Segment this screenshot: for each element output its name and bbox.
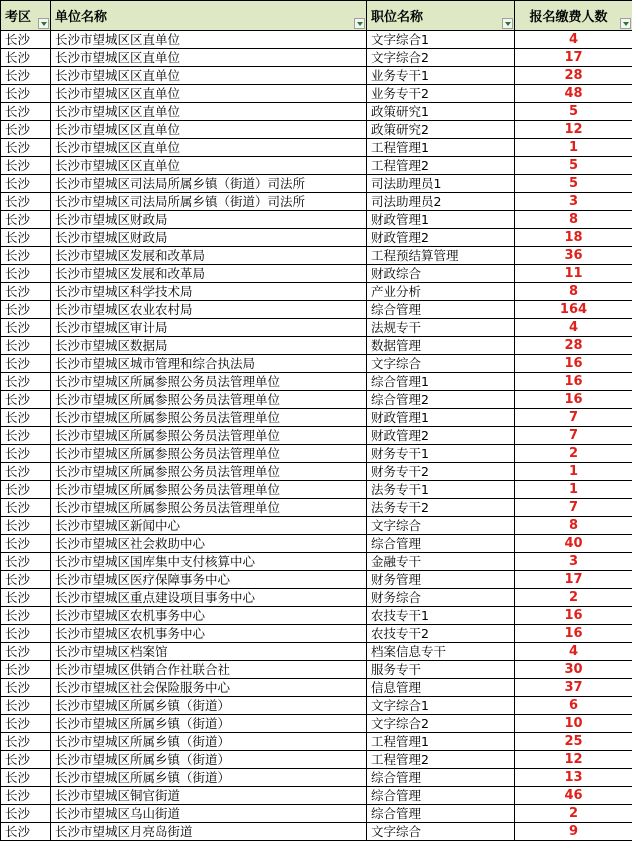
table-row: [1, 661, 632, 679]
cell-unit[interactable]: 长沙市望城区铜官街道: [51, 787, 367, 805]
cell-unit[interactable]: 长沙市望城区城市管理和综合执法局: [51, 355, 367, 373]
cell-position[interactable]: 财政管理1: [367, 211, 515, 229]
cell-region[interactable]: 长沙: [1, 265, 51, 283]
table-row: [1, 247, 632, 265]
header-row: [1, 1, 632, 31]
cell-position[interactable]: 工程管理2: [367, 157, 515, 175]
cell-position[interactable]: 综合管理: [367, 535, 515, 553]
cell-unit[interactable]: 长沙市望城区农机事务中心: [51, 625, 367, 643]
cell-count[interactable]: 5: [515, 103, 632, 121]
cell-position[interactable]: 综合管理1: [367, 373, 515, 391]
cell-count[interactable]: 4: [515, 643, 632, 661]
cell-unit[interactable]: 长沙市望城区区直单位: [51, 121, 367, 139]
table-row: [1, 175, 632, 193]
cell-unit[interactable]: 长沙市望城区所属参照公务员法管理单位: [51, 409, 367, 427]
cell-region[interactable]: 长沙: [1, 733, 51, 751]
cell-unit[interactable]: 长沙市望城区社会救助中心: [51, 535, 367, 553]
filter-dropdown-icon[interactable]: [502, 18, 513, 29]
cell-position[interactable]: 政策研究2: [367, 121, 515, 139]
cell-count[interactable]: 3: [515, 553, 632, 571]
cell-count[interactable]: 40: [515, 535, 632, 553]
cell-region[interactable]: 长沙: [1, 211, 51, 229]
cell-count[interactable]: 5: [515, 157, 632, 175]
cell-region[interactable]: 长沙: [1, 679, 51, 697]
table-row: [1, 157, 632, 175]
cell-count[interactable]: 4: [515, 319, 632, 337]
table-row: [1, 715, 632, 733]
cell-position[interactable]: 业务专干1: [367, 67, 515, 85]
table-row: [1, 625, 632, 643]
cell-position[interactable]: 工程管理2: [367, 751, 515, 769]
cell-count[interactable]: 28: [515, 67, 632, 85]
cell-unit[interactable]: 长沙市望城区所属参照公务员法管理单位: [51, 499, 367, 517]
header-position: [367, 1, 515, 31]
cell-position[interactable]: 工程管理1: [367, 733, 515, 751]
cell-count[interactable]: 36: [515, 247, 632, 265]
filter-dropdown-icon[interactable]: [38, 18, 49, 29]
table-row: [1, 445, 632, 463]
cell-position[interactable]: 法规专干: [367, 319, 515, 337]
table-row: [1, 427, 632, 445]
cell-count[interactable]: 5: [515, 175, 632, 193]
cell-region[interactable]: 长沙: [1, 535, 51, 553]
cell-count[interactable]: 2: [515, 805, 632, 823]
cell-unit[interactable]: 长沙市望城区发展和改革局: [51, 265, 367, 283]
header-count: [515, 1, 632, 31]
table-row: [1, 643, 632, 661]
cell-count[interactable]: 6: [515, 697, 632, 715]
cell-region[interactable]: 长沙: [1, 31, 51, 49]
cell-position[interactable]: 综合管理: [367, 769, 515, 787]
table-row: [1, 337, 632, 355]
cell-count[interactable]: 7: [515, 427, 632, 445]
cell-position[interactable]: 政策研究1: [367, 103, 515, 121]
cell-count[interactable]: 12: [515, 751, 632, 769]
cell-region[interactable]: 长沙: [1, 517, 51, 535]
cell-region[interactable]: 长沙: [1, 715, 51, 733]
cell-region[interactable]: 长沙: [1, 193, 51, 211]
cell-region[interactable]: 长沙: [1, 661, 51, 679]
cell-count[interactable]: 164: [515, 301, 632, 319]
cell-count[interactable]: 11: [515, 265, 632, 283]
header-position-label: 职位名称: [371, 10, 424, 25]
cell-region[interactable]: 长沙: [1, 157, 51, 175]
cell-count[interactable]: 37: [515, 679, 632, 697]
cell-unit[interactable]: 长沙市望城区区直单位: [51, 157, 367, 175]
cell-region[interactable]: 长沙: [1, 301, 51, 319]
cell-count[interactable]: 9: [515, 823, 632, 841]
cell-count[interactable]: 46: [515, 787, 632, 805]
cell-position[interactable]: 财务专干1: [367, 445, 515, 463]
table-row: [1, 85, 632, 103]
cell-unit[interactable]: 长沙市望城区财政局: [51, 211, 367, 229]
cell-position[interactable]: 农技专干2: [367, 625, 515, 643]
cell-count[interactable]: 30: [515, 661, 632, 679]
cell-position[interactable]: 档案信息专干: [367, 643, 515, 661]
table-row: [1, 31, 632, 49]
table-row: [1, 319, 632, 337]
table-row: [1, 499, 632, 517]
filter-dropdown-icon[interactable]: [620, 18, 631, 29]
cell-count[interactable]: 25: [515, 733, 632, 751]
table-row: [1, 355, 632, 373]
cell-unit[interactable]: 长沙市望城区区直单位: [51, 85, 367, 103]
cell-unit[interactable]: 长沙市望城区区直单位: [51, 49, 367, 67]
cell-count[interactable]: 3: [515, 193, 632, 211]
cell-unit[interactable]: 长沙市望城区所属参照公务员法管理单位: [51, 445, 367, 463]
cell-position[interactable]: 法务专干1: [367, 481, 515, 499]
cell-position[interactable]: 财政管理2: [367, 427, 515, 445]
cell-position[interactable]: 综合管理2: [367, 391, 515, 409]
cell-region[interactable]: 长沙: [1, 805, 51, 823]
cell-region[interactable]: 长沙: [1, 589, 51, 607]
cell-position[interactable]: 服务专干: [367, 661, 515, 679]
cell-count[interactable]: 16: [515, 391, 632, 409]
cell-region[interactable]: 长沙: [1, 85, 51, 103]
cell-count[interactable]: 2: [515, 589, 632, 607]
cell-region[interactable]: 长沙: [1, 67, 51, 85]
cell-position[interactable]: 农技专干1: [367, 607, 515, 625]
cell-region[interactable]: 长沙: [1, 337, 51, 355]
cell-position[interactable]: 综合管理: [367, 787, 515, 805]
cell-count[interactable]: 16: [515, 607, 632, 625]
cell-position[interactable]: 财政综合: [367, 265, 515, 283]
cell-unit[interactable]: 长沙市望城区新闻中心: [51, 517, 367, 535]
cell-count[interactable]: 8: [515, 283, 632, 301]
cell-region[interactable]: 长沙: [1, 445, 51, 463]
cell-count[interactable]: 16: [515, 625, 632, 643]
cell-unit[interactable]: 长沙市望城区重点建设项目事务中心: [51, 589, 367, 607]
cell-region[interactable]: 长沙: [1, 481, 51, 499]
cell-region[interactable]: 长沙: [1, 283, 51, 301]
table-row: [1, 571, 632, 589]
cell-unit[interactable]: 长沙市望城区司法局所属乡镇（街道）司法所: [51, 175, 367, 193]
header-count-label: 报名缴费人数: [529, 10, 608, 25]
cell-position[interactable]: 综合管理: [367, 805, 515, 823]
cell-count[interactable]: 10: [515, 715, 632, 733]
cell-position[interactable]: 综合管理: [367, 301, 515, 319]
table-row: [1, 391, 632, 409]
cell-unit[interactable]: 长沙市望城区财政局: [51, 229, 367, 247]
table-row: [1, 697, 632, 715]
cell-unit[interactable]: 长沙市望城区所属参照公务员法管理单位: [51, 481, 367, 499]
cell-position[interactable]: 法务专干2: [367, 499, 515, 517]
cell-region[interactable]: 长沙: [1, 139, 51, 157]
table-row: [1, 535, 632, 553]
table-row: [1, 553, 632, 571]
cell-unit[interactable]: 长沙市望城区农业农村局: [51, 301, 367, 319]
table-row: [1, 463, 632, 481]
cell-position[interactable]: 文字综合: [367, 517, 515, 535]
cell-unit[interactable]: 长沙市望城区区直单位: [51, 31, 367, 49]
cell-count[interactable]: 2: [515, 445, 632, 463]
cell-position[interactable]: 文字综合1: [367, 697, 515, 715]
cell-region[interactable]: 长沙: [1, 769, 51, 787]
cell-region[interactable]: 长沙: [1, 607, 51, 625]
cell-unit[interactable]: 长沙市望城区科学技术局: [51, 283, 367, 301]
cell-region[interactable]: 长沙: [1, 391, 51, 409]
cell-unit[interactable]: 长沙市望城区社会保险服务中心: [51, 679, 367, 697]
cell-position[interactable]: 数据管理: [367, 337, 515, 355]
cell-count[interactable]: 16: [515, 355, 632, 373]
header-unit: [51, 1, 367, 31]
cell-count[interactable]: 18: [515, 229, 632, 247]
cell-unit[interactable]: 长沙市望城区所属乡镇（街道）: [51, 751, 367, 769]
cell-region[interactable]: 长沙: [1, 103, 51, 121]
cell-region[interactable]: 长沙: [1, 247, 51, 265]
table-row: [1, 589, 632, 607]
cell-position[interactable]: 司法助理员1: [367, 175, 515, 193]
cell-unit[interactable]: 长沙市望城区档案馆: [51, 643, 367, 661]
cell-region[interactable]: 长沙: [1, 49, 51, 67]
cell-unit[interactable]: 长沙市望城区国库集中支付核算中心: [51, 553, 367, 571]
filter-dropdown-icon[interactable]: [354, 18, 365, 29]
cell-region[interactable]: 长沙: [1, 499, 51, 517]
cell-region[interactable]: 长沙: [1, 373, 51, 391]
cell-region[interactable]: 长沙: [1, 319, 51, 337]
table-row: [1, 787, 632, 805]
cell-position[interactable]: 文字综合: [367, 355, 515, 373]
table-row: [1, 283, 632, 301]
table-row: [1, 607, 632, 625]
table-row: [1, 769, 632, 787]
table-row: [1, 751, 632, 769]
table-row: [1, 211, 632, 229]
cell-position[interactable]: 财务专干2: [367, 463, 515, 481]
cell-region[interactable]: 长沙: [1, 787, 51, 805]
cell-position[interactable]: 产业分析: [367, 283, 515, 301]
cell-unit[interactable]: 长沙市望城区所属参照公务员法管理单位: [51, 463, 367, 481]
table-row: [1, 409, 632, 427]
cell-count[interactable]: 48: [515, 85, 632, 103]
cell-position[interactable]: 司法助理员2: [367, 193, 515, 211]
table-row: [1, 733, 632, 751]
cell-unit[interactable]: 长沙市望城区发展和改革局: [51, 247, 367, 265]
table-row: [1, 301, 632, 319]
cell-count[interactable]: 8: [515, 517, 632, 535]
header-unit-label: 单位名称: [55, 10, 108, 25]
cell-count[interactable]: 4: [515, 31, 632, 49]
cell-region[interactable]: 长沙: [1, 175, 51, 193]
cell-unit[interactable]: 长沙市望城区所属乡镇（街道）: [51, 733, 367, 751]
cell-position[interactable]: 财政管理2: [367, 229, 515, 247]
cell-count[interactable]: 1: [515, 139, 632, 157]
cell-position[interactable]: 文字综合2: [367, 49, 515, 67]
cell-position[interactable]: 工程预结算管理: [367, 247, 515, 265]
table-row: [1, 67, 632, 85]
header-region-label: 考区: [5, 10, 32, 25]
table-row: [1, 229, 632, 247]
table-row: [1, 193, 632, 211]
cell-region[interactable]: 长沙: [1, 571, 51, 589]
cell-position[interactable]: 财政管理1: [367, 409, 515, 427]
cell-count[interactable]: 17: [515, 571, 632, 589]
cell-position[interactable]: 文字综合: [367, 823, 515, 841]
cell-unit[interactable]: 长沙市望城区月亮岛街道: [51, 823, 367, 841]
cell-position[interactable]: 信息管理: [367, 679, 515, 697]
cell-unit[interactable]: 长沙市望城区所属乡镇（街道）: [51, 715, 367, 733]
cell-region[interactable]: 长沙: [1, 463, 51, 481]
cell-region[interactable]: 长沙: [1, 121, 51, 139]
cell-count[interactable]: 8: [515, 211, 632, 229]
cell-count[interactable]: 13: [515, 769, 632, 787]
cell-unit[interactable]: 长沙市望城区司法局所属乡镇（街道）司法所: [51, 193, 367, 211]
cell-region[interactable]: 长沙: [1, 697, 51, 715]
table-row: [1, 373, 632, 391]
cell-unit[interactable]: 长沙市望城区区直单位: [51, 139, 367, 157]
table-row: [1, 49, 632, 67]
cell-region[interactable]: 长沙: [1, 229, 51, 247]
cell-region[interactable]: 长沙: [1, 625, 51, 643]
table-row: [1, 481, 632, 499]
cell-region[interactable]: 长沙: [1, 643, 51, 661]
table-row: [1, 679, 632, 697]
cell-position[interactable]: 财务综合: [367, 589, 515, 607]
header-region: [1, 1, 51, 31]
cell-unit[interactable]: 长沙市望城区乌山街道: [51, 805, 367, 823]
cell-unit[interactable]: 长沙市望城区区直单位: [51, 103, 367, 121]
cell-unit[interactable]: 长沙市望城区供销合作社联合社: [51, 661, 367, 679]
table-row: [1, 823, 632, 841]
cell-unit[interactable]: 长沙市望城区所属参照公务员法管理单位: [51, 427, 367, 445]
table-row: [1, 103, 632, 121]
cell-count[interactable]: 28: [515, 337, 632, 355]
cell-region[interactable]: 长沙: [1, 553, 51, 571]
table-row: [1, 265, 632, 283]
cell-region[interactable]: 长沙: [1, 355, 51, 373]
cell-unit[interactable]: 长沙市望城区医疗保障事务中心: [51, 571, 367, 589]
cell-position[interactable]: 业务专干2: [367, 85, 515, 103]
table-body: [1, 31, 632, 841]
table-row: [1, 517, 632, 535]
cell-count[interactable]: 7: [515, 409, 632, 427]
table-row: [1, 805, 632, 823]
table-row: [1, 139, 632, 157]
cell-count[interactable]: 17: [515, 49, 632, 67]
cell-count[interactable]: 7: [515, 499, 632, 517]
cell-unit[interactable]: 长沙市望城区审计局: [51, 319, 367, 337]
cell-unit[interactable]: 长沙市望城区所属参照公务员法管理单位: [51, 391, 367, 409]
cell-position[interactable]: 财务管理: [367, 571, 515, 589]
cell-unit[interactable]: 长沙市望城区区直单位: [51, 67, 367, 85]
cell-unit[interactable]: 长沙市望城区数据局: [51, 337, 367, 355]
cell-region[interactable]: 长沙: [1, 751, 51, 769]
cell-position[interactable]: 工程管理1: [367, 139, 515, 157]
cell-position[interactable]: 金融专干: [367, 553, 515, 571]
cell-unit[interactable]: 长沙市望城区农机事务中心: [51, 607, 367, 625]
cell-position[interactable]: 文字综合2: [367, 715, 515, 733]
cell-count[interactable]: 12: [515, 121, 632, 139]
cell-unit[interactable]: 长沙市望城区所属参照公务员法管理单位: [51, 373, 367, 391]
cell-region[interactable]: 长沙: [1, 823, 51, 841]
cell-region[interactable]: 长沙: [1, 427, 51, 445]
cell-count[interactable]: 1: [515, 481, 632, 499]
cell-unit[interactable]: 长沙市望城区所属乡镇（街道）: [51, 697, 367, 715]
cell-count[interactable]: 1: [515, 463, 632, 481]
table-row: [1, 121, 632, 139]
cell-unit[interactable]: 长沙市望城区所属乡镇（街道）: [51, 769, 367, 787]
cell-region[interactable]: 长沙: [1, 409, 51, 427]
cell-position[interactable]: 文字综合1: [367, 31, 515, 49]
cell-count[interactable]: 16: [515, 373, 632, 391]
